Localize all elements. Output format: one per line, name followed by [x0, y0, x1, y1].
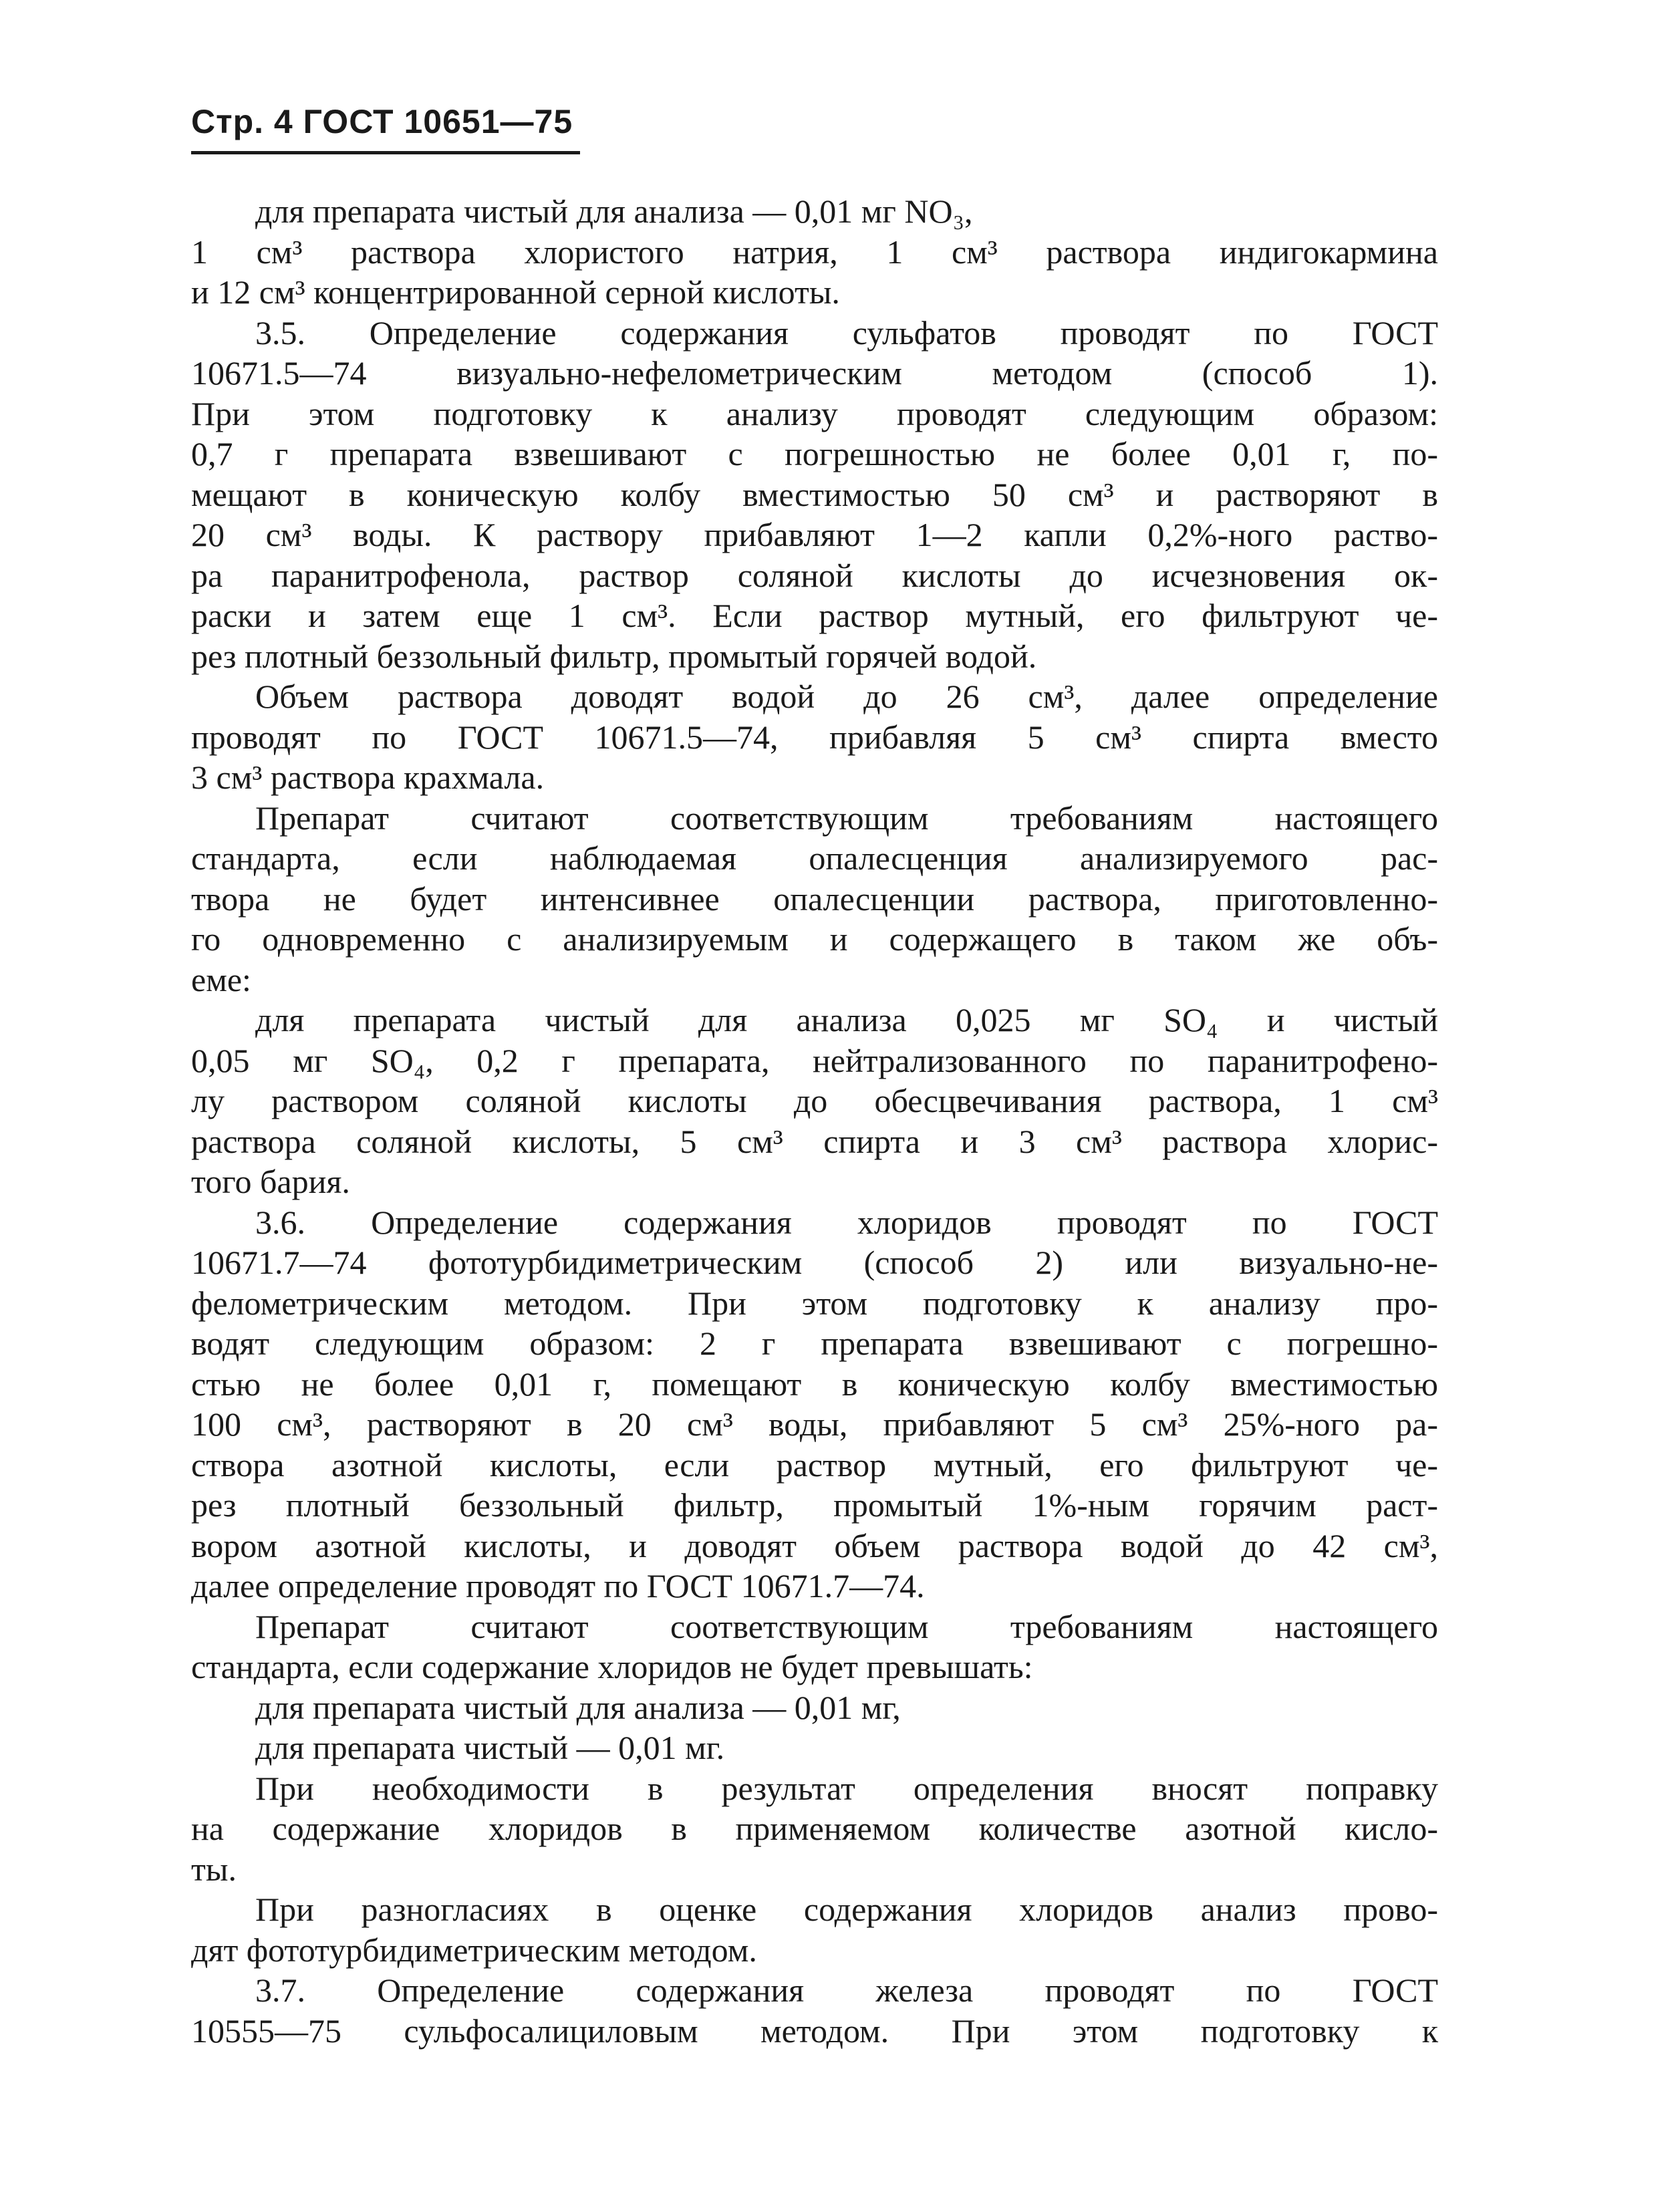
text-line: ты.: [191, 1850, 237, 1888]
text-line: рез плотный беззольный фильтр, промытый горячей водой.: [191, 637, 1037, 675]
text-line: раствора соляной кислоты, 5 см³ спирта и 3 см³ раствора хлорис-: [191, 1122, 1438, 1160]
header-rule: [191, 151, 580, 154]
text-line: Препарат считают соответствующим требованиям настоящего: [255, 799, 1438, 837]
text-line: Препарат считают соответствующим требованиям настоящего: [255, 1607, 1438, 1645]
text-line: 10671.5—74 визуально-нефелометрическим методом (способ 1).: [191, 354, 1438, 392]
text-line: лу раствором соляной кислоты до обесцвечивания раствора, 1 см³: [191, 1082, 1438, 1119]
text-line: 1 см³ раствора хлористого натрия, 1 см³ раствора индигокармина: [191, 233, 1438, 271]
body-text: [191, 191, 1438, 2051]
text-line: го одновременно с анализируемым и содержащего в таком же объ-: [191, 920, 1438, 958]
text-line: вором азотной кислоты, и доводят объем раствора водой до 42 см³,: [191, 1526, 1438, 1564]
text-line: далее определение проводят по ГОСТ 10671.7—74.: [191, 1567, 925, 1605]
text-line: на содержание хлоридов в применяемом количестве азотной кисло-: [191, 1810, 1438, 1847]
text-line: При необходимости в результат определения вносят поправку: [255, 1769, 1438, 1807]
text-line: 0,7 г препарата взвешивают с погрешностью не более 0,01 г, по-: [191, 435, 1438, 472]
text-line: Объем раствора доводят водой до 26 см³, далее определение: [255, 678, 1438, 715]
text-line: 100 см³, растворяют в 20 см³ воды, прибавляют 5 см³ 25%-ного ра-: [191, 1405, 1438, 1443]
text-line: 3 см³ раствора крахмала.: [191, 758, 545, 796]
text-line: створа азотной кислоты, если раствор мутный, его фильтруют че-: [191, 1445, 1438, 1484]
page-header: Стр. 4 ГОСТ 10651—75: [191, 103, 573, 140]
text-line: для препарата чистый — 0,01 мг.: [255, 1729, 725, 1766]
text-line: еме:: [191, 960, 251, 998]
text-line: раски и затем еще 1 см³. Если раствор мутный, его фильтруют че-: [191, 597, 1438, 634]
text-line: того бария.: [191, 1163, 350, 1200]
text-line: При разногласиях в оценке содержания хлоридов анализ прово-: [255, 1891, 1438, 1928]
text-line: фелометрическим методом. При этом подготовку к анализу про-: [191, 1284, 1438, 1322]
text-line: 10555—75 сульфосалициловым методом. При этом подготовку к: [191, 2012, 1438, 2050]
text-line: ра паранитрофенола, раствор соляной кислоты до исчезновения ок-: [191, 556, 1438, 594]
text-line: 3.5. Определение содержания сульфатов проводят по ГОСТ: [255, 313, 1438, 352]
text-line: водят следующим образом: 2 г препарата взвешивают с погрешно-: [191, 1325, 1438, 1362]
text-line: 10671.7—74 фототурбидиметрическим (способ 2) или визуально-не-: [191, 1244, 1438, 1281]
text-line: При этом подготовку к анализу проводят следующим образом:: [191, 394, 1438, 432]
text-line: 3.6. Определение содержания хлоридов проводят по ГОСТ: [255, 1203, 1438, 1241]
text-line: мещают в коническую колбу вместимостью 50 см³ и растворяют в: [191, 475, 1438, 513]
text-line: 20 см³ воды. К раствору прибавляют 1—2 капли 0,2%-ного раство-: [191, 516, 1438, 553]
text-line: для препарата чистый для анализа 0,025 мг SO₄ и чистый: [255, 1001, 1438, 1039]
text-line: и 12 см³ концентрированной серной кислоты.: [191, 273, 840, 311]
text-line: для препарата чистый для анализа — 0,01 мг,: [255, 1688, 901, 1726]
text-line: твора не будет интенсивнее опалесценции раствора, приготовленно-: [191, 879, 1438, 918]
text-line: 0,05 мг SO₄, 0,2 г препарата, нейтрализованного по паранитрофено-: [191, 1041, 1438, 1079]
text-line: для препарата чистый для анализа — 0,01 мг NO₃,: [255, 192, 973, 230]
text-line: 3.7. Определение содержания железа проводят по ГОСТ: [255, 1971, 1438, 2009]
text-line: стандарта, если наблюдаемая опалесценция анализируемого рас-: [191, 839, 1438, 877]
text-line: проводят по ГОСТ 10671.5—74, прибавляя 5 см³ спирта вместо: [191, 718, 1438, 756]
text-line: рез плотный беззольный фильтр, промытый 1%-ным горячим раст-: [191, 1486, 1438, 1524]
text-line: дят фототурбидиметрическим методом.: [191, 1931, 757, 1969]
text-line: стандарта, если содержание хлоридов не будет превышать:: [191, 1648, 1033, 1685]
text-line: стью не более 0,01 г, помещают в коническую колбу вместимостью: [191, 1365, 1438, 1403]
